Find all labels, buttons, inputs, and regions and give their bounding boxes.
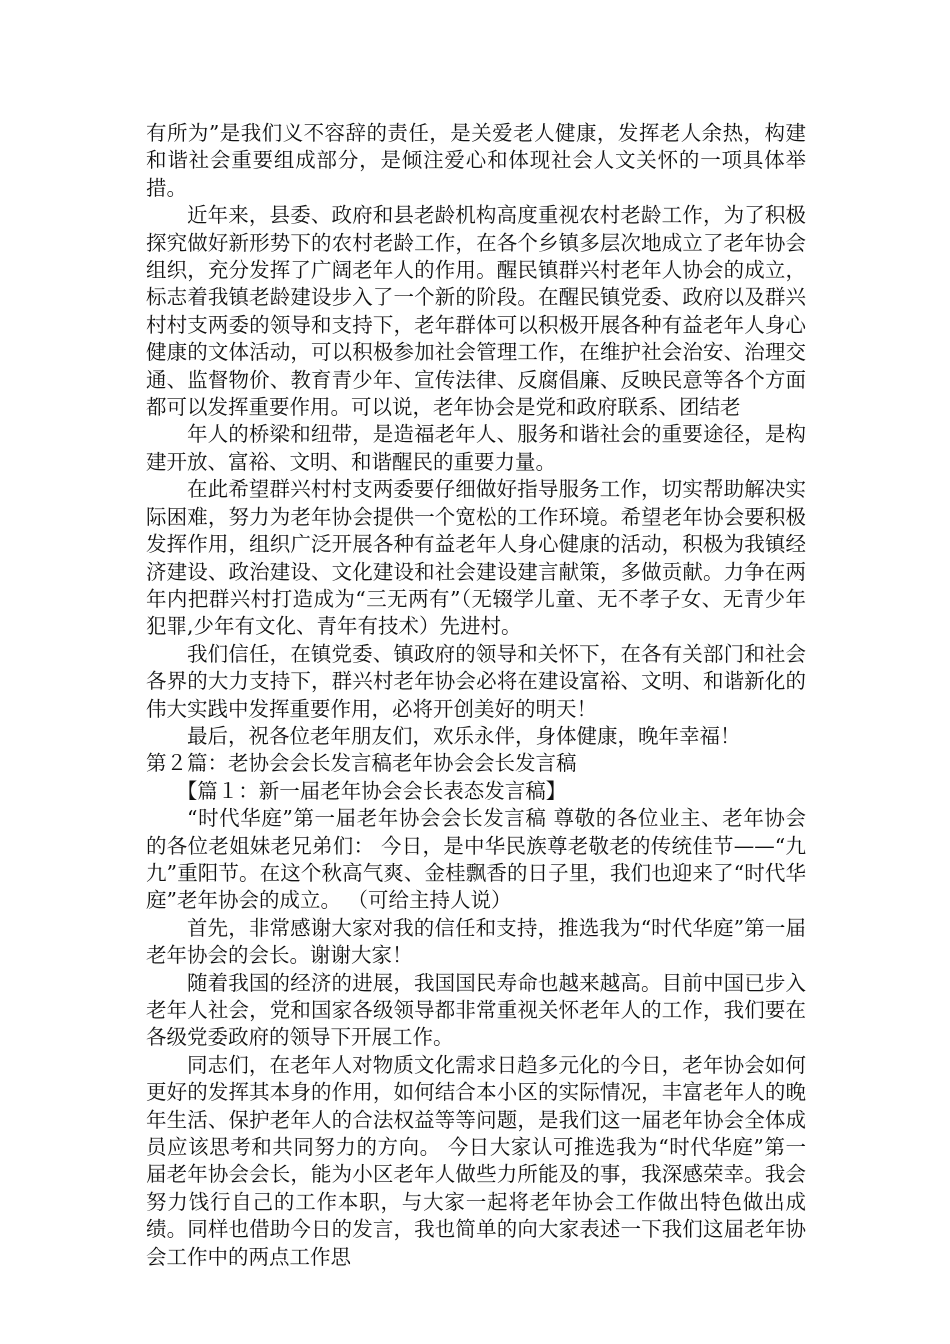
paragraph-3: 年人的桥梁和纽带，是造福老年人、服务和谐社会的重要途径，是构建开放、富裕、文明、和谐醒民的重要力量。	[146, 422, 806, 474]
paragraph-6: 最后，祝各位老年朋友们，欢乐永伴，身体健康，晚年幸福！	[187, 723, 741, 748]
paragraph-1: 有所为”是我们义不容辞的责任，是关爱老人健康，发挥老人余热，构建和谐社会重要组成部分，是倾注爱心和体现社会人文关怀的一项具体举措。	[146, 121, 806, 200]
section-subheading: 【篇１：新一届老年协会会长表态发言稿】	[176, 778, 567, 803]
paragraph-8: 首先，非常感谢大家对我的信任和支持，推选我为“时代华庭”第一届老年协会的会长。谢谢大家！	[146, 915, 806, 968]
paragraph-7: “时代华庭”第一届老年协会会长发言稿 尊敬的各位业主、老年协会的各位老姐妹老兄弟们： 今日，是中华民族尊老敬老的传统佳节——“九九”重阳节。在这个秋高气爽、金桂飘香的日子里，我们也迎来了“时代华庭”老年协会的成立。 （可给主持人说）	[146, 806, 806, 913]
document-body	[146, 120, 806, 1271]
paragraph-9: 随着我国的经济的进展，我国国民寿命也越来越高。目前中国已步入老年人社会，党和国家各级领导都非常重视关怀老年人的工作，我们要在各级党委政府的领导下开展工作。	[146, 970, 806, 1050]
paragraph-4: 在此希望群兴村村支两委要仔细做好指导服务工作，切实帮助解决实际困难，努力为老年协会提供一个宽松的工作环境。希望老年协会要积极发挥作用，组织广泛开展各种有益老年人身心健康的活动，积极为我镇经济建设、政治建设、文化建设和社会建设建言献策，多做贡献。力争在两年内把群兴村打造成为“三无两有”（无辍学儿童、无不孝子女、无青少年犯罪,少年有文化、青年有技术）先进村。	[146, 477, 806, 639]
section-heading: 第２篇：老协会会长发言稿老年协会会长发言稿	[146, 751, 577, 776]
paragraph-2: 近年来，县委、政府和县老龄机构高度重视农村老龄工作，为了积极探究做好新形势下的农村老龄工作，在各个乡镇多层次地成立了老年协会组织，充分发挥了广阔老年人的作用。醒民镇群兴村老年人协会的成立，标志着我镇老龄建设步入了一个新的阶段。在醒民镇党委、政府以及群兴村村支两委的领导和支持下，老年群体可以积极开展各种有益老年人身心健康的文体活动，可以积极参加社会管理工作，在维护社会治安、治理交通、监督物价、教育青少年、宣传法律、反腐倡廉、反映民意等各个方面都可以发挥重要作用。可以说，老年协会是党和政府联系、团结老	[146, 203, 806, 420]
paragraph-5: 我们信任，在镇党委、镇政府的领导和关怀下，在各有关部门和社会各界的大力支持下，群兴村老年协会必将在建设富裕、文明、和谐新化的伟大实践中发挥重要作用，必将开创美好的明天！	[146, 641, 806, 721]
paragraph-10: 同志们，在老年人对物质文化需求日趋多元化的今日，老年协会如何更好的发挥其本身的作用，如何结合本小区的实际情况，丰富老年人的晚年生活、保护老年人的合法权益等等问题，是我们这一届老年协会全体成员应该思考和共同努力的方向。 今日大家认可推选我为“时代华庭”第一届老年协会会长，能为小区老年人做些力所能及的事，我深感荣幸。我会努力饯行自己的工作本职，与大家一起将老年协会工作做出特色做出成绩。同样也借助今日的发言，我也简单的向大家表述一下我们这届老年协会工作中的两点工作思	[146, 1052, 806, 1269]
